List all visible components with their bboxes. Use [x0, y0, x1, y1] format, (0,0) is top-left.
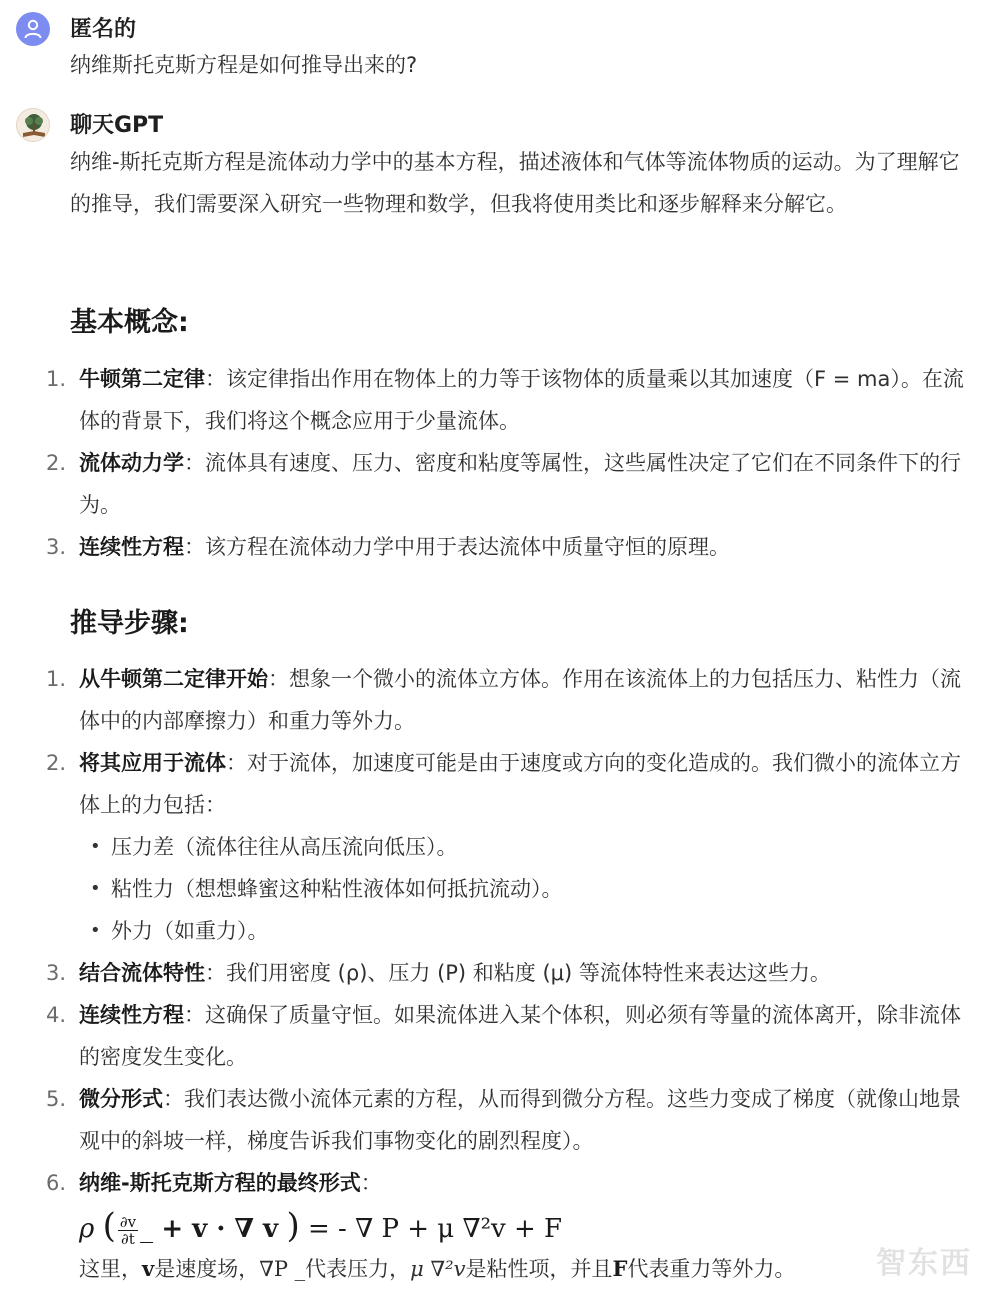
bullet-text: 压力差（流体往往从高压流向低压）。 — [111, 835, 458, 859]
user-name: 匿名的 — [70, 17, 137, 42]
basics-list — [0, 358, 978, 568]
bullet-item — [0, 910, 978, 952]
list-number: 2. — [46, 451, 67, 475]
equation-explanation — [0, 1248, 978, 1290]
list-item-title: 将其应用于流体 — [79, 751, 226, 775]
tree-book-icon — [17, 109, 50, 142]
eq-underscore: _ — [140, 1214, 154, 1244]
eq-rhs: = - ∇ P + μ ∇²v + F — [307, 1214, 563, 1244]
list-item-text: ：对于流体，加速度可能是由于速度或方向的变化造成的。我们微小的流体立方体上的力包括： — [79, 751, 961, 817]
explain-part: 代表重力等外力。 — [627, 1257, 796, 1281]
list-item-text: ：该定律指出作用在物体上的力等于该物体的质量乘以其加速度（F = ma）。在流体的背景下，我们将这个概念应用于少量流体。 — [79, 367, 964, 433]
list-item-title: 从牛顿第二定律开始 — [79, 667, 268, 691]
bullet-item — [0, 826, 978, 868]
list-item-title: 流体动力学 — [79, 451, 184, 475]
list-item — [0, 526, 978, 568]
list-item — [0, 1078, 978, 1162]
list-item — [0, 358, 978, 442]
steps-list — [0, 658, 978, 1290]
explain-viscous: μ ∇²v — [410, 1257, 466, 1281]
list-item-text: ：流体具有速度、压力、密度和粘度等属性，这些属性决定了它们在不同条件下的行为。 — [79, 451, 961, 517]
list-item-title: 纳维-斯托克斯方程的最终形式 — [79, 1171, 361, 1195]
list-item — [0, 442, 978, 526]
list-item — [0, 742, 978, 826]
assistant-avatar — [16, 108, 50, 142]
eq-frac-bot: ∂t — [121, 1229, 135, 1248]
list-number: 4. — [46, 1003, 67, 1027]
eq-convective-term: + v · ∇ v — [161, 1214, 279, 1244]
explain-gradp: ∇P _ — [259, 1257, 306, 1281]
list-item-title: 微分形式 — [79, 1087, 163, 1111]
eq-fraction — [118, 1214, 138, 1247]
list-item — [0, 952, 978, 994]
bullet-text: 粘性力（想想蜂蜜这种粘性液体如何抵抗流动）。 — [111, 877, 563, 901]
explain-part: 代表压力， — [305, 1257, 411, 1281]
list-number: 3. — [46, 961, 67, 985]
list-number: 5. — [46, 1087, 67, 1111]
list-number: 2. — [46, 751, 67, 775]
eq-frac-top: ∂v — [119, 1212, 137, 1231]
list-item-text: ：我们用密度 (ρ)、压力 (P) 和粘度 (μ) 等流体特性来表达这些力。 — [205, 961, 831, 985]
section-heading-steps: 推导步骤: — [70, 608, 189, 639]
assistant-name: 聊天GPT — [70, 113, 164, 138]
list-item — [0, 658, 978, 742]
explain-v: v — [142, 1256, 155, 1281]
assistant-intro: 纳维-斯托克斯方程是流体动力学中的基本方程，描述液体和气体等流体物质的运动。为了理解它的推导，我们需要深入研究一些物理和数学，但我将使用类比和逐步解释来分解它。 — [70, 150, 960, 216]
list-item-text: ： — [360, 1171, 382, 1195]
bullet-text: 外力（如重力）。 — [111, 919, 269, 943]
explain-f: F — [612, 1256, 628, 1281]
list-item-text: ：该方程在流体动力学中用于表达流体中质量守恒的原理。 — [184, 535, 730, 559]
section-heading-basics: 基本概念: — [70, 307, 189, 338]
list-item-text: ：想象一个微小的流体立方体。作用在该流体上的力包括压力、粘性力（流体中的内部摩擦力）和重力等外力。 — [79, 667, 961, 733]
list-number: 1. — [46, 367, 67, 391]
watermark: 智东西 — [876, 1246, 972, 1281]
bullet-dot: • — [90, 878, 101, 899]
user-message: 纳维斯托克斯方程是如何推导出来的? — [70, 53, 418, 77]
list-item — [0, 994, 978, 1078]
list-number: 1. — [46, 667, 67, 691]
explain-part: 这里， — [79, 1257, 142, 1281]
list-item-title: 结合流体特性 — [79, 961, 205, 985]
explain-part: 是粘性项，并且 — [465, 1257, 613, 1281]
bullet-dot: • — [90, 920, 101, 941]
person-icon — [24, 19, 42, 39]
list-item-title: 牛顿第二定律 — [79, 367, 205, 391]
navier-stokes-equation — [0, 1204, 978, 1248]
eq-close-paren: ) — [286, 1206, 300, 1246]
eq-open-paren: ( — [102, 1206, 116, 1246]
bullet-item — [0, 868, 978, 910]
bullet-dot: • — [90, 836, 101, 857]
list-item-text: ：这确保了质量守恒。如果流体进入某个体积，则必须有等量的流体离开，除非流体的密度发生变化。 — [79, 1003, 961, 1069]
list-item-text: ：我们表达微小流体元素的方程，从而得到微分方程。这些力变成了梯度（就像山地景观中的斜坡一样，梯度告诉我们事物变化的剧烈程度）。 — [79, 1087, 961, 1153]
list-item-title: 连续性方程 — [79, 535, 184, 559]
eq-rho: ρ — [79, 1214, 95, 1244]
user-avatar — [16, 12, 50, 46]
list-item-title: 连续性方程 — [79, 1003, 184, 1027]
list-number: 6. — [46, 1171, 67, 1195]
explain-part: 是速度场， — [154, 1257, 260, 1281]
list-item — [0, 1162, 978, 1204]
list-number: 3. — [46, 535, 67, 559]
